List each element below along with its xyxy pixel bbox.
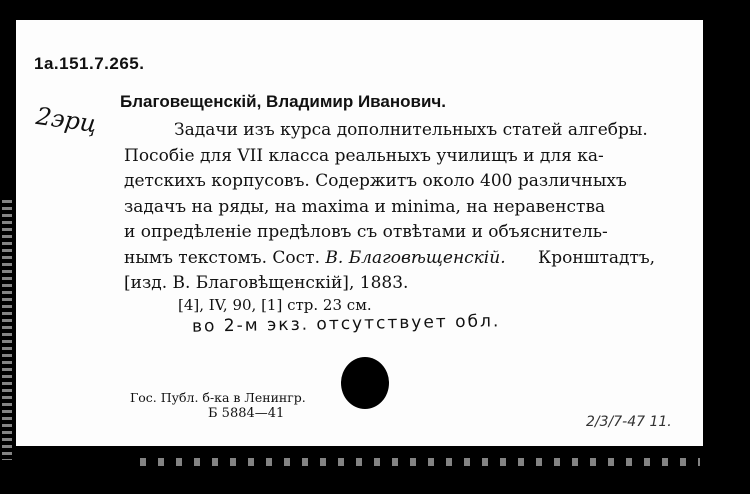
publisher-line: [изд. В. Благовѣщенскій], 1883. <box>124 273 409 293</box>
last-line-prefix: нымъ текстомъ. Сост. <box>124 247 320 268</box>
publication-place: Кронштадтъ, <box>538 247 656 268</box>
library-name: Гос. Публ. б-ка в Ленингр. <box>130 390 306 405</box>
handwritten-note: во 2-м экз. отсутствует обл. <box>191 311 501 337</box>
handwritten-mark: 2эрц <box>34 101 99 139</box>
compiler-name: В. Благовѣщенскій. <box>325 247 506 268</box>
pagination: [4], IV, 90, [1] стр. 23 см. <box>178 296 372 314</box>
handwritten-code: 2/3/7-47 11. <box>586 414 672 430</box>
description-block <box>124 118 694 297</box>
bottom-edge-marks <box>140 458 700 466</box>
author-heading: Благовещенскій, Владимир Иванович. <box>120 92 446 111</box>
description-line-2: Пособіе для VII класса реальныхъ училищъ и для ка- <box>124 145 604 166</box>
round-stamp <box>341 357 389 409</box>
description-line-5: и опредѣленіе предѣловъ съ отвѣтами и объяснитель- <box>124 222 608 242</box>
call-number: 1a.151.7.265. <box>34 54 145 73</box>
catalog-card <box>16 20 703 446</box>
description-line-1: Задачи изъ курса дополнительныхъ статей алгебры. <box>174 120 648 140</box>
inventory-number: Б 5884—41 <box>208 406 285 421</box>
description-line-3: детскихъ корпусовъ. Содержитъ около 400 различныхъ <box>124 171 627 191</box>
left-edge-marks <box>2 200 12 460</box>
library-stamp <box>130 390 306 422</box>
description-line-6 <box>124 246 694 272</box>
description-line-4: задачъ на ряды, на maxima и minima, на неравенства <box>124 196 606 217</box>
